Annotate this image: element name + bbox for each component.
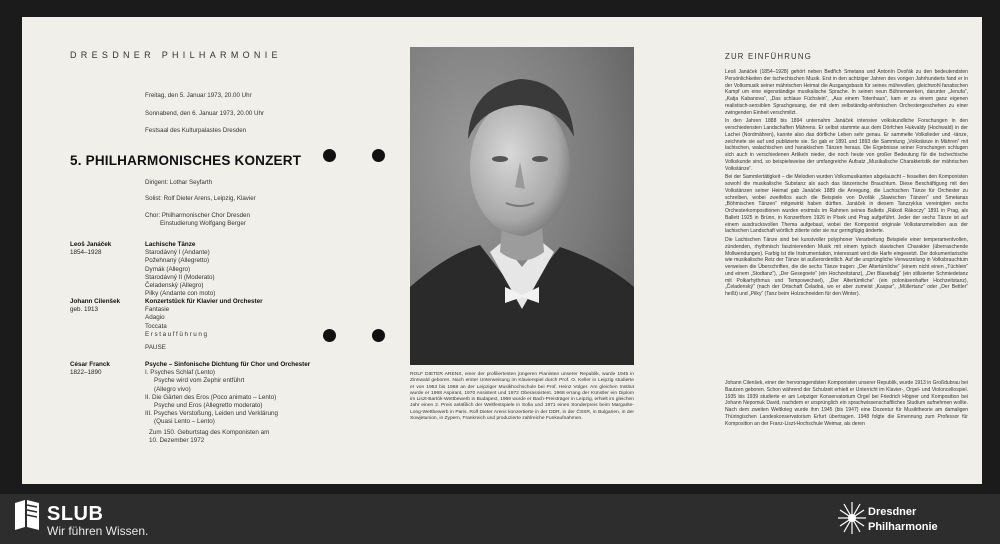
movement-line: Psyche wird vom Zephir entführt: [154, 377, 245, 385]
movement-line: (Allegro vivo): [154, 385, 191, 393]
essay-heading: ZUR EINFÜHRUNG: [725, 52, 812, 61]
essay-paragraph: Bei der Sammlertätigkeit – die Melodien wurden Volksmusikanten abgelauscht – fesselten den Komponisten sowohl die musikalische Substanz als auch das tänzerische Brauchtum. Diese Beschäftigung mit den Volkstänzen seiner Heimat gab Janáček 1889 die Anregung, die Lachischen Tänze für Orchester zu schreiben, wobei zweifellos auch die Beispiele von Dvořák „Slawischen Tänzen“ und Smetanas „Böhmischen Tänzen“ mitgewirkt haben dürften. Janáček in diesem Tanzzyklus vereinigten sechs Orchesterkompositionen wurden erstmals im Rahmen seines Balletts „Rákoš Rákoczy“ 1891 in Prag, als Ballett 1925 in Brünn, in Konzertform 1926 in Písek und Prag aufgeführt. Jeder der sechs Tänze ist auf einem ausdrucksvollen Thema aufgebaut, wobei der Komponist originale Volkstanzmelodien aus der lachischen Landschaft wörtlich zitierte oder sie nur geringfügig änderte.: [725, 174, 968, 235]
movement-line: III. Psyches Verstoßung, Leiden und Verklärung: [145, 410, 279, 418]
concert-venue: Festsaal des Kulturpalastes Dresden: [145, 127, 247, 134]
photo-caption: ROLF DIETER ARENS, einer der profiliertesten jüngeren Pianisten unserer Republik, wurde 1945 in Zinnwald geboren. Nach erster Unterweisung im Klavierspiel durch Prof. O. Keller in Leipzig studierte er von 1963 bis 1968 an der Leipziger Musikhochschule bei Prof. Heinz Volger. Am gleichen Institut wurde er 1968 Aspirant, 1970 Assistent und 1972 Oberassistent. 1968 errang der Künstler ein Diplom im Liszt-Bartók-Wettbewerb in Budapest, 1969 wurde er Bach-Preisträger in Leipzig, erhielt im gleichen Jahr einen 2. Preis anläßlich der Weltfestspiele in Sofia und 1971 einen Sonderpreis beim Margarite-Long-Wettbewerb in Paris. Rolf Dieter Arens konzertierte in der DDR, in der ČSSR, in Bulgarien, in der Sowjetunion, in Zypern, Frankreich und produzierte zahlreiche Funkaufnahmen.: [410, 372, 634, 422]
punch-hole: [372, 329, 385, 342]
movement-line: I. Psyches Schlaf (Lento): [145, 369, 215, 377]
movement-line: Čeladenský (Allegro): [145, 282, 204, 290]
premiere-note: Erstaufführung: [145, 330, 209, 338]
philharmonie-logo-icon[interactable]: [838, 500, 866, 536]
program-item-composer: [70, 361, 140, 377]
movement-line: Pilky (Andante con moto): [145, 290, 216, 298]
concert-date-1: Freitag, den 5. Januar 1973, 20.00 Uhr: [145, 92, 252, 99]
movement-line: Požehnaný (Allegretto): [145, 257, 210, 265]
pianist-portrait-photo: [410, 47, 634, 365]
anniversary-note: 10. Dezember 1972: [149, 436, 205, 444]
partner-name-line-2[interactable]: Philharmonie: [868, 521, 938, 533]
essay-paragraph: In den Jahren 1888 bis 1894 unternahm Janáček intensive volkskundliche Forschungen in den verschiedensten Landschaften Mährens. Er selbst stammte aus dem Dörfchen Hukvaldy (Hochwald) in der Lachei (Nordmähren), kannte also das dörfliche Leben sehr genau. Er sammelte Volkslieder und -tänze, zeichnete sie auf und publizierte sie. So gab er 1891 und 1893 die Sammlung „Volkstänze in Mähren“ mit lachischen, walachischen und hanakischen Tänzen heraus. Die Ergebnisse seiner Forschungen schlugen sich auch in verschiedenen Artikeln nieder, die noch heute von großer Bedeutung für die tschechische Volkskunde sind, so beispielsweise der umfangreiche Aufsatz „Musikalische Charakteristik der mährischen Volkstänze“.: [725, 118, 968, 172]
composer-name: Leoš Janáček: [70, 241, 112, 248]
conductor-credit: Dirigent: Lothar Seyfarth: [145, 179, 213, 186]
concert-title: 5. PHILHARMONISCHES KONZERT: [70, 153, 302, 168]
partner-name-line-1[interactable]: Dresdner: [868, 506, 917, 518]
movement-line: Starodávný II (Moderato): [145, 273, 215, 281]
composer-dates: 1854–1928: [70, 249, 102, 257]
program-item-work: [145, 298, 365, 339]
composer-dates: geb. 1913: [70, 306, 99, 314]
movement-line: Dymák (Allegro): [145, 265, 191, 273]
program-item-work: [145, 361, 375, 445]
work-title: Konzertstück für Klavier und Orchester: [145, 298, 263, 305]
essay-text: [725, 69, 968, 300]
choir-credit: Chor: Philharmonischer Chor Dresden: [145, 212, 250, 219]
movement-line: Toccata: [145, 322, 167, 330]
movement-line: (Quasi Lento – Lento): [154, 418, 215, 426]
essay-paragraph: Die Lachischen Tänze sind bei kunstvoller polyphoner Verarbeitung Beispiele einer temperamentvollen, zündenden, rhythmisch faszinierenden Musik mit einem typisch slawischen Charakter (überraschende Mollwendungen). Farbig ist die Instrumentation, interessant wird die Harfe eingesetzt. Der dokumentarische wie musikalische Reiz der Tänze ist außerordentlich. Auf die ursprüngliche Verwurzelung in Volksbrauchtum verweisen die Überschriften, die die sechs Tänze tragen: „Der Altertümliche“ (einem nicht einen „Tüchlein“ und einem „Stodtanz“), „Der Gesegnete“ (ein Hochzeitstanz), „Der Blasebalg“ (ein stilisierter Schmiedetanz mit Polkarhythmus und Tempowechsel), „Der Altertümliche“ (ein polonäsenhafter Hochzeitstanz), „Čeladenský“ (nach der Ortschaft Čeladná, wo er aber zumeist „Kaspar“, „Müllertanz“ oder „Der Bettler“ heißt) und „Pilky“ (Tanz beim Holzschneiden für den Winter).: [725, 237, 968, 297]
soloist-credit: Solist: Rolf Dieter Arens, Leipzig, Klavier: [145, 195, 256, 202]
essay-paragraph: Johann Cilenšek, einer der hervorragendsten Komponisten unserer Republik, wurde 1913 in Großdubrau bei Bautzen geboren. Schon während der Schulzeit erhielt er Unterricht im Klavier-, Orgel- und Violoncellospiel. 1935 bis 1939 studierte er am Leipziger Konservatorium Orgel bei Friedrich Högner und Komposition bei Johann Nepomuk David, nachdem er ursprünglich ein sprachwissenschaftliches Studium aufnehmen wollte. Nach dem zweiten Weltkrieg wurde ihm 1945 (bis 1947) eine Dozentur für Musiktheorie am damaligen Thüringischen Landeskonservatorium Erfurt übertragen. 1948 folgte die Ernennung zum Professor für Komposition an der Franz-Liszt-Hochschule Weimar, als deren: [725, 380, 968, 427]
punch-hole: [372, 149, 385, 162]
essay-text-continued: [725, 380, 968, 429]
movement-line: Adagio: [145, 314, 165, 322]
work-title: Lachische Tänze: [145, 241, 196, 248]
essay-paragraph: Leoš Janáček (1854–1928) gehört neben Bedřich Smetana und Antonín Dvořák zu den bedeutendsten Persönlichkeiten der tschechischen Musik. Erst in den achtziger Jahren des vorigen Jahrhunderts fand er in der Volksmusik seiner mährischen Heimat die Ausgangsbasis für seines mühevollen, gleichwohl fanatischen Kampf um eine eigenständige musikalische Sprache. In seinen neun Bühnenwerken, darunter „Jenufa“, „Katja Kabanova“, „Das schlaue Füchslein“, „Aus einem Totenhaus“, kam er zu einem ganz eigenen realistisch-sensiblen Sprachgesang, der mit dem selbständig-sinfonischen Orchestergeschehen zu einer zwingenden Einheit verschmilzt.: [725, 69, 968, 116]
slub-logo-text[interactable]: SLUB: [47, 503, 104, 525]
composer-dates: 1822–1890: [70, 369, 102, 377]
concert-date-2: Sonnabend, den 6. Januar 1973, 20.00 Uhr: [145, 110, 265, 117]
program-item-work: [145, 241, 365, 298]
anniversary-note: Zum 150. Geburtstag des Komponisten am: [149, 428, 270, 436]
movement-line: Psyche und Eros (Allegretto moderato): [154, 402, 263, 410]
slub-tagline: Wir führen Wissen.: [47, 524, 149, 538]
program-item-composer: [70, 298, 140, 314]
work-title: Psyche – Sinfonische Dichtung für Chor und Orchester: [145, 361, 311, 368]
composer-name: César Franck: [70, 361, 110, 368]
movement-line: Starodávný I (Andante): [145, 249, 210, 257]
program-sheet: [22, 17, 982, 484]
orchestra-name: DRESDNER PHILHARMONIE: [70, 50, 282, 60]
composer-name: Johann Cilenšek: [70, 298, 121, 305]
choir-director-credit: Einstudierung Wolfgang Berger: [160, 220, 246, 227]
movement-line: Fantasie: [145, 306, 170, 314]
punch-hole: [323, 149, 336, 162]
program-item-composer: [70, 241, 140, 257]
slub-logo-icon[interactable]: [13, 499, 41, 531]
movement-line: II. Die Gärten des Eros (Poco animato – Lento): [145, 393, 277, 401]
intermission-label: PAUSE: [145, 344, 166, 351]
